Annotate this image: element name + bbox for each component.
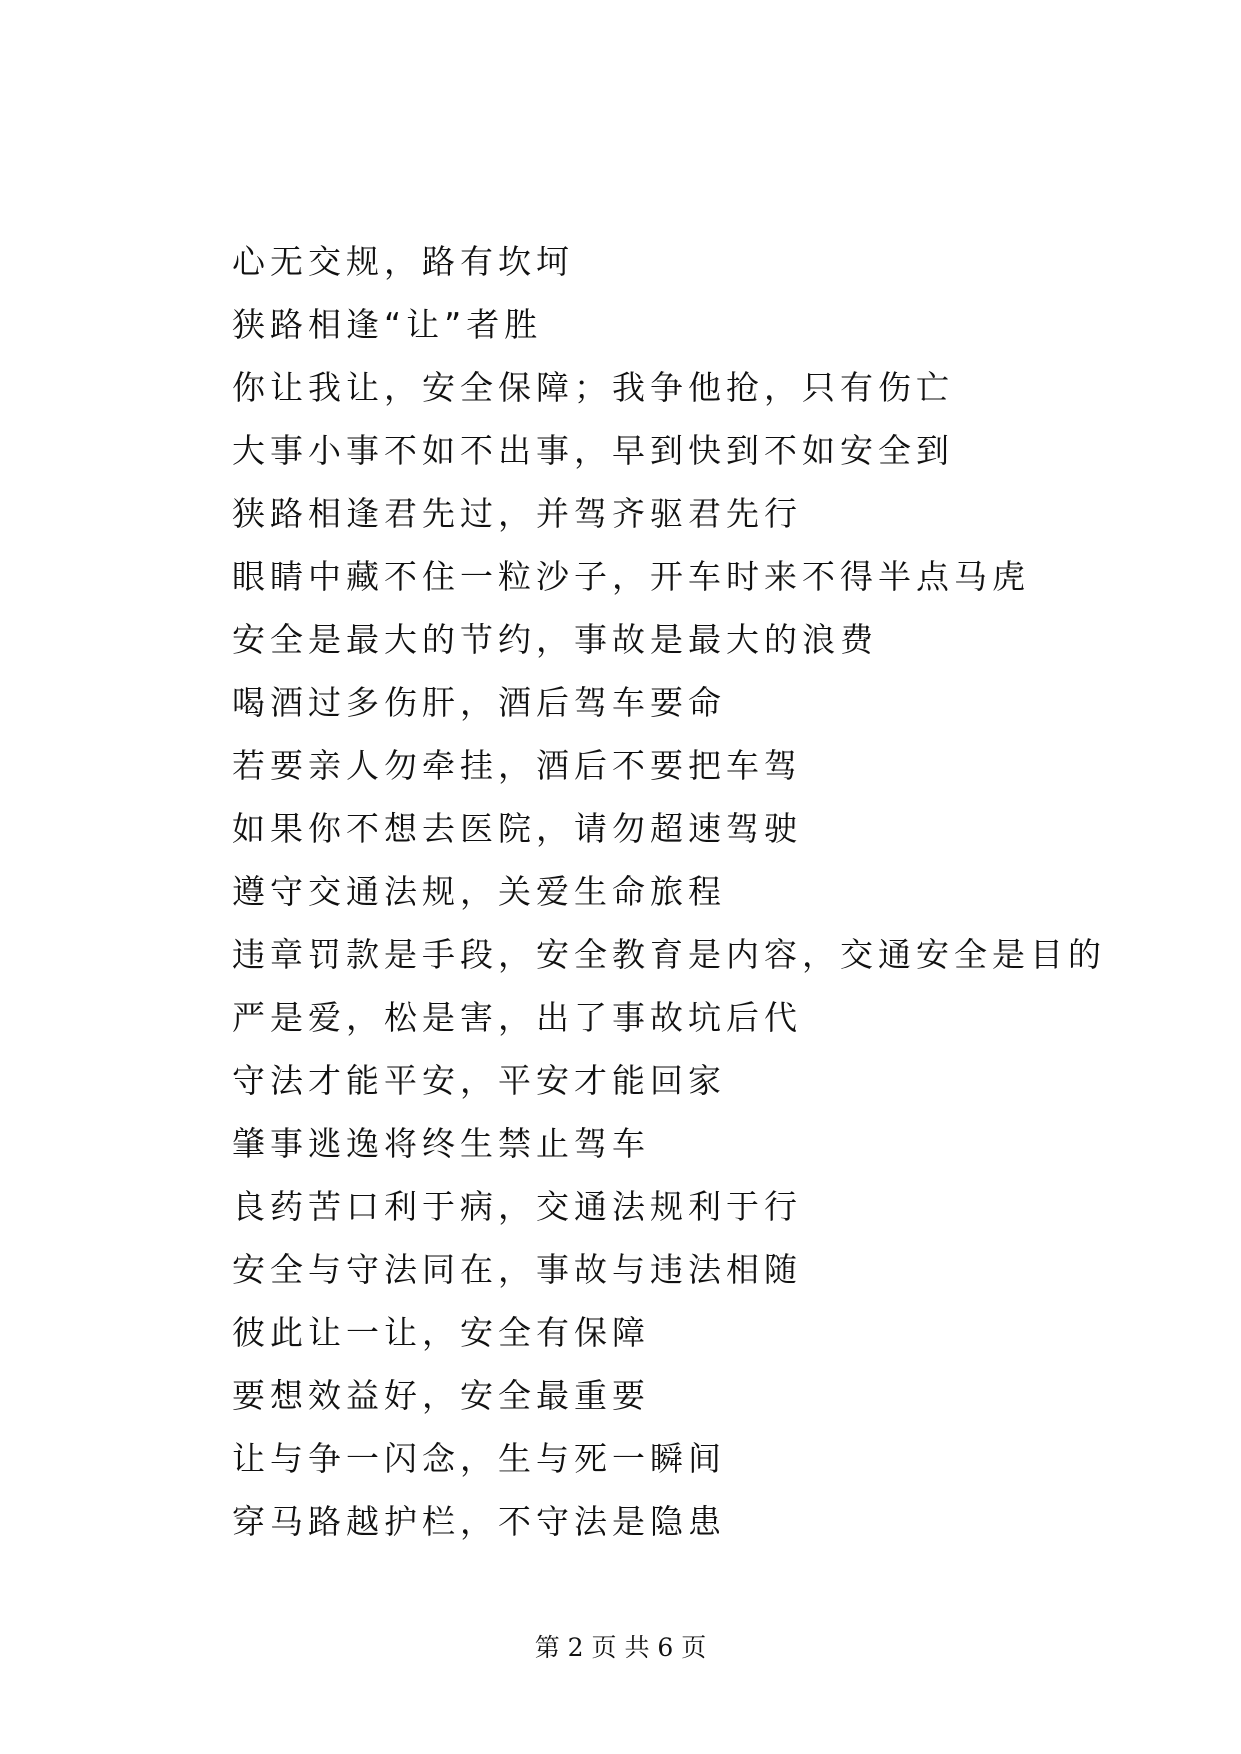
slogan-line: 狭路相逢君先过，并驾齐驱君先行 bbox=[232, 494, 802, 533]
slogan-line: 让与争一闪念，生与死一瞬间 bbox=[232, 1439, 726, 1478]
slogan-line: 严是爱，松是害，出了事故坑后代 bbox=[232, 998, 802, 1037]
slogan-line: 遵守交通法规，关爱生命旅程 bbox=[232, 872, 726, 911]
slogan-line: 如果你不想去医院，请勿超速驾驶 bbox=[232, 809, 802, 848]
slogan-line: 彼此让一让，安全有保障 bbox=[232, 1313, 650, 1352]
slogan-list bbox=[232, 230, 1132, 1553]
slogan-line: 安全是最大的节约，事故是最大的浪费 bbox=[232, 620, 878, 659]
slogan-line: 眼睛中藏不住一粒沙子，开车时来不得半点马虎 bbox=[232, 557, 1030, 596]
slogan-line: 若要亲人勿牵挂，酒后不要把车驾 bbox=[232, 746, 802, 785]
slogan-line: 违章罚款是手段，安全教育是内容，交通安全是目的 bbox=[232, 935, 1106, 974]
slogan-line: 守法才能平安，平安才能回家 bbox=[232, 1061, 726, 1100]
slogan-line: 你让我让，安全保障；我争他抢，只有伤亡 bbox=[232, 368, 954, 407]
slogan-line: 穿马路越护栏，不守法是隐患 bbox=[232, 1502, 726, 1541]
slogan-line: 狭路相逢“让”者胜 bbox=[232, 305, 543, 344]
page-number-footer: 第 2 页 共 6 页 bbox=[534, 1633, 707, 1662]
slogan-line: 肇事逃逸将终生禁止驾车 bbox=[232, 1124, 650, 1163]
slogan-line: 喝酒过多伤肝，酒后驾车要命 bbox=[232, 683, 726, 722]
slogan-line: 心无交规，路有坎坷 bbox=[232, 242, 574, 281]
slogan-line: 要想效益好，安全最重要 bbox=[232, 1376, 650, 1415]
slogan-line: 大事小事不如不出事，早到快到不如安全到 bbox=[232, 431, 954, 470]
slogan-line: 安全与守法同在，事故与违法相随 bbox=[232, 1250, 802, 1289]
slogan-line: 良药苦口利于病，交通法规利于行 bbox=[232, 1187, 802, 1226]
